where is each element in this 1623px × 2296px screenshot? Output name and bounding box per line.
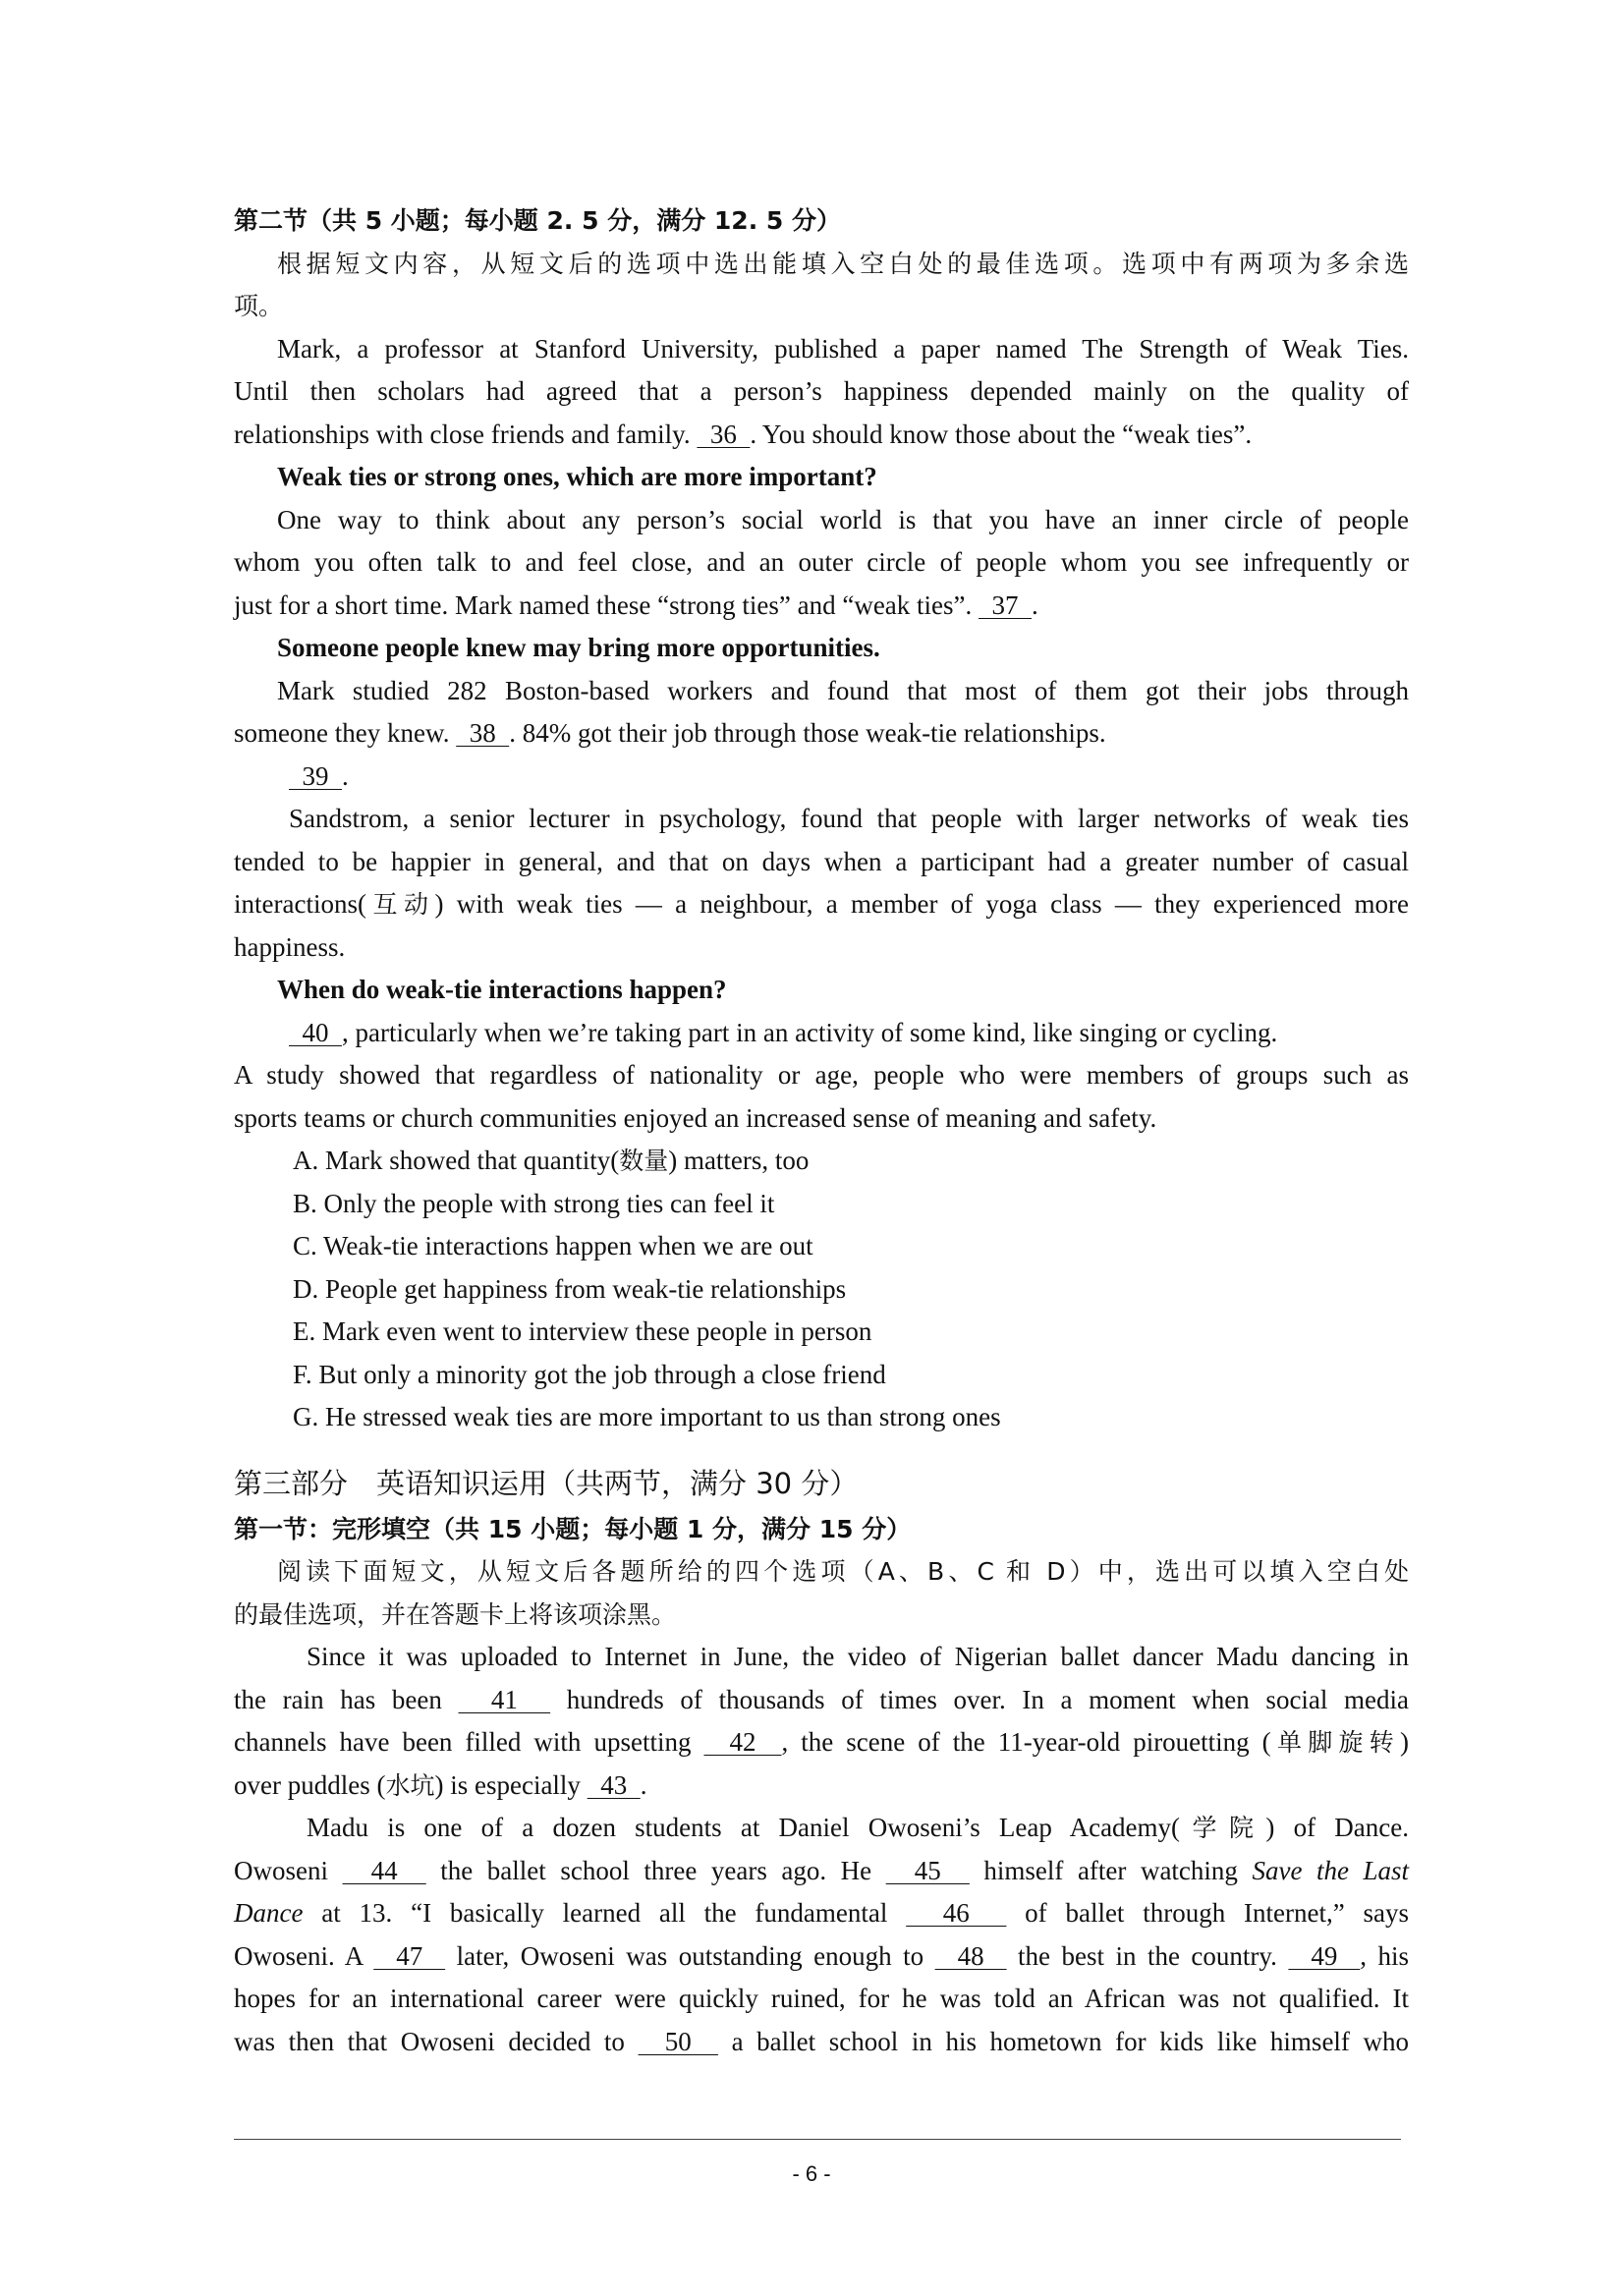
blank-39[interactable]: 39: [289, 760, 342, 791]
paragraph-line: Mark, a professor at Stanford University, published a paper named The Strength of Weak Ties.: [277, 333, 1409, 364]
paragraph-line: someone they knew. 38 . 84% got their job through those weak-tie relationships.: [234, 718, 1106, 748]
blank-40[interactable]: 40: [289, 1017, 342, 1047]
page-number: - 6 -: [792, 2161, 831, 2186]
blank-49[interactable]: 49: [1288, 1940, 1361, 1971]
option-e: E. Mark even went to interview these people in person: [293, 1316, 872, 1346]
paragraph-line: A study showed that regardless of nationality or age, people who were members of groups such as: [234, 1060, 1409, 1090]
paragraph-line: tended to be happier in general, and that on days when a participant had a greater number of casual: [234, 846, 1409, 876]
blank-38[interactable]: 38: [456, 718, 510, 748]
instruction-line: 项。: [234, 292, 284, 320]
blank-43[interactable]: 43: [587, 1769, 641, 1800]
subheading: Weak ties or strong ones, which are more important?: [277, 462, 877, 491]
option-d: D. People get happiness from weak-tie relationships: [293, 1273, 847, 1304]
paragraph-line: One way to think about any person’s social world is that you have an inner circle of people: [277, 504, 1409, 534]
paragraph-line: whom you often talk to and feel close, and an outer circle of people whom you see infrequently or: [234, 547, 1409, 577]
paragraph-line: Dance at 13. “I basically learned all the fundamental 46 of ballet through Internet,” says: [234, 1898, 1409, 1928]
part-title: 第三部分 英语知识运用（共两节，满分 30 分）: [234, 1466, 859, 1500]
footer-divider: [234, 2139, 1401, 2140]
paragraph-line: over puddles (水坑) is especially 43 .: [234, 1769, 647, 1800]
option-c: C. Weak-tie interactions happen when we are out: [293, 1231, 813, 1260]
blank-48[interactable]: 48: [934, 1940, 1007, 1971]
instruction-line: 根据短文内容，从短文后的选项中选出能填入空白处的最佳选项。选项中有两项为多余选: [277, 249, 1409, 278]
blank-36[interactable]: 36: [697, 419, 751, 449]
paragraph-line: Owoseni 44 the ballet school three years ago. He 45 himself after watching Save the Last: [234, 1855, 1410, 1885]
blank-47[interactable]: 47: [373, 1940, 446, 1971]
blank-37[interactable]: 37: [979, 589, 1033, 620]
paragraph-line: the rain has been 41 hundreds of thousands of times over. In a moment when social media: [234, 1684, 1410, 1714]
paragraph-line: sports teams or church communities enjoyed an increased sense of meaning and safety.: [234, 1102, 1157, 1133]
blank-42[interactable]: 42: [703, 1727, 782, 1757]
section-heading: 第二节（共 5 小题；每小题 2. 5 分，满分 12. 5 分）: [234, 206, 841, 235]
instruction-line: 阅读下面短文，从短文后各题所给的四个选项（A、B、C 和 D）中，选出可以填入空白处: [277, 1557, 1409, 1586]
exam-page: [234, 199, 1409, 2063]
paragraph-line: Until then scholars had agreed that a person’s happiness depended mainly on the quality of: [234, 376, 1409, 406]
paragraph-line: interactions(互动) with weak ties — a neighbour, a member of yoga class — they experienced more: [234, 889, 1409, 919]
paragraph-line: Sandstrom, a senior lecturer in psychology, found that people with larger networks of weak ties: [289, 804, 1409, 833]
paragraph-line: Owoseni. A 47 later, Owoseni was outstanding enough to 48 the best in the country. 49 , his: [234, 1940, 1410, 1971]
paragraph-line: 39 .: [289, 760, 349, 791]
subheading: Someone people knew may bring more opportunities.: [277, 633, 880, 662]
blank-44[interactable]: 44: [342, 1855, 426, 1885]
paragraph-line: 40 , particularly when we’re taking part in an activity of some kind, like singing or cycling.: [289, 1017, 1278, 1047]
blank-46[interactable]: 46: [906, 1898, 1007, 1928]
blank-50[interactable]: 50: [638, 2026, 718, 2056]
paragraph-line: channels have been filled with upsetting 42 , the scene of the 11-year-old pirouetting (单脚旋转): [234, 1727, 1410, 1757]
paragraph-line: was then that Owoseni decided to 50 a ballet school in his hometown for kids like himself who: [234, 2026, 1410, 2056]
subheading: When do weak-tie interactions happen?: [277, 975, 727, 1004]
blank-41[interactable]: 41: [458, 1684, 551, 1714]
option-b: B. Only the people with strong ties can feel it: [293, 1188, 775, 1218]
instruction-line: 的最佳选项，并在答题卡上将该项涂黑。: [234, 1599, 677, 1629]
paragraph-line: Since it was uploaded to Internet in June, the video of Nigerian ballet dancer Madu dancing in: [307, 1642, 1409, 1671]
paragraph-line: Madu is one of a dozen students at Daniel Owoseni’s Leap Academy(学院) of Dance.: [307, 1813, 1409, 1842]
paragraph-line: happiness.: [234, 931, 346, 962]
paragraph-line: just for a short time. Mark named these “strong ties” and “weak ties”. 37 .: [234, 589, 1038, 620]
option-a: A. Mark showed that quantity(数量) matters, too: [293, 1146, 810, 1175]
section-heading: 第一节：完形填空（共 15 小题；每小题 1 分，满分 15 分）: [234, 1514, 912, 1543]
paragraph-line: Mark studied 282 Boston-based workers and found that most of them got their jobs through: [277, 675, 1409, 705]
paragraph-line: relationships with close friends and family. 36 . You should know those about the “weak ties”.: [234, 419, 1253, 449]
option-g: G. He stressed weak ties are more important to us than strong ones: [293, 1402, 1001, 1431]
blank-45[interactable]: 45: [885, 1855, 970, 1885]
options-list: [234, 1140, 1409, 1439]
option-f: F. But only a minority got the job through a close friend: [293, 1359, 886, 1389]
paragraph-line: hopes for an international career were quickly ruined, for he was told an African was not qualified. It: [234, 1984, 1409, 2013]
